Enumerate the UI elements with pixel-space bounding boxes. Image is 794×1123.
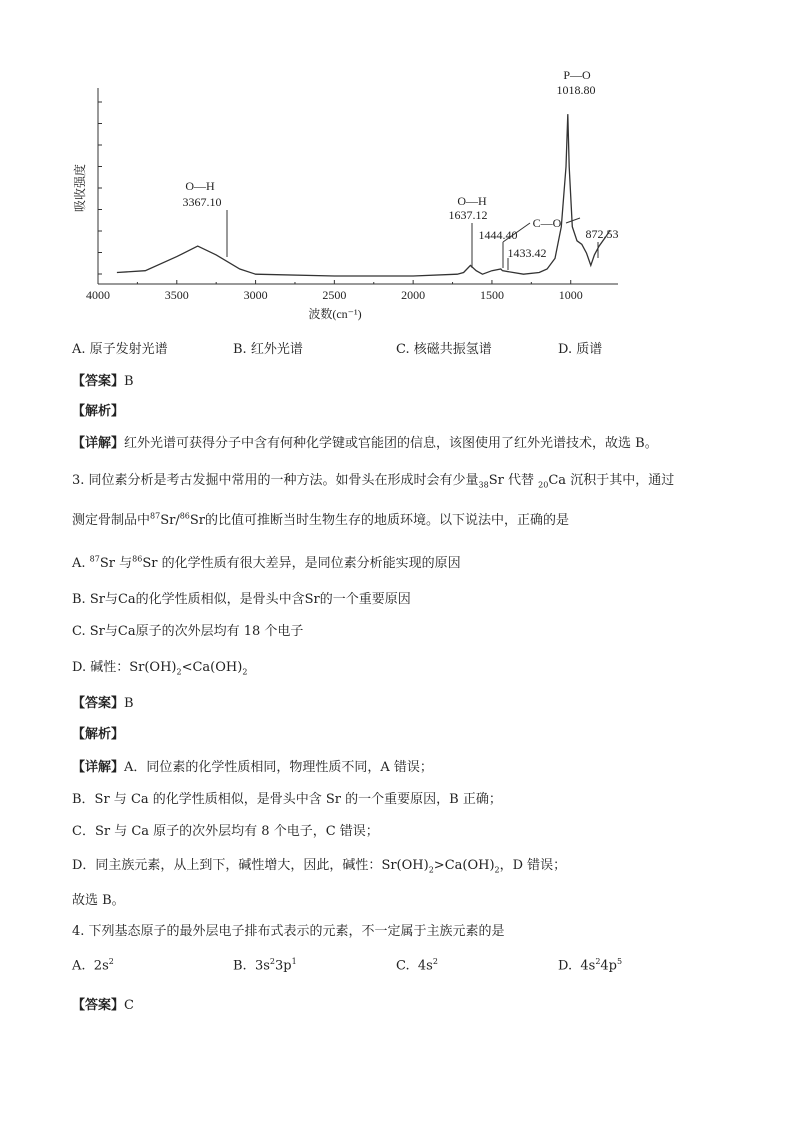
q3-answer: 【答案】B (72, 696, 134, 711)
q3-option-d: D. 碱性：$Sr(OH)_2<Ca(OH)_2$ (72, 660, 248, 677)
x-axis-label: 波数(cn⁻¹) (308, 307, 362, 321)
po-wavenumber-label: 1018.80 (556, 83, 596, 97)
oh-3367-wavenumber-label: 3367.10 (182, 195, 222, 209)
q2-option-d: D. 质谱 (558, 342, 603, 357)
x-tick-label: 2500 (322, 288, 347, 302)
x-tick-label: 4000 (86, 288, 110, 302)
peak-1433-label: 1433.42 (507, 246, 547, 260)
x-tick-label: 3500 (164, 288, 189, 302)
ir-spectrum-chart (0, 0, 794, 330)
q2-option-a: A. 原子发射光谱 (72, 342, 168, 357)
q4-option-b: B. $3s^23p^1$ (233, 957, 297, 974)
q3-option-c: C. Sr与Ca原子的次外层均有 18 个电子 (72, 624, 304, 639)
q3-analysis-heading: 【解析】 (72, 727, 125, 742)
q3-option-a: A. $^{87}$Sr 与$^{86}$Sr 的化学性质有很大差异，是同位素分析能实现的原因 (72, 554, 461, 571)
x-tick-label: 1500 (479, 288, 504, 302)
co-leader-right (566, 218, 580, 223)
q2-option-b: B. 红外光谱 (233, 342, 303, 357)
q3-detail-d: D．同主族元素，从上到下，碱性增大，因此，碱性：$Sr(OH)_2>Ca(OH)_2$，D 错误； (72, 858, 567, 875)
q3-detail-c: C．Sr 与 Ca 原子的次外层均有 8 个电子，C 错误； (72, 824, 379, 839)
q4-answer: 【答案】C (72, 998, 134, 1013)
q3-conclusion: 故选 B。 (72, 893, 125, 908)
x-tick-label: 1000 (558, 288, 583, 302)
q2-answer: 【答案】B (72, 374, 134, 389)
q3-stem-line1: 3. 同位素分析是考古发掘中常用的一种方法。如骨头在形成时会有少量$_{38}$Sr 代替 $_{20}$Ca 沉积于其中，通过 (72, 473, 675, 490)
x-tick-label: 2000 (401, 288, 426, 302)
oh-1637-group-label: O—H (457, 194, 487, 208)
y-axis-label: 吸收强度 (73, 163, 87, 213)
q2-analysis-heading: 【解析】 (72, 404, 125, 419)
q3-option-b: B. Sr与Ca的化学性质相似，是骨头中含Sr的一个重要原因 (72, 592, 411, 607)
q2-option-c: C. 核磁共振氢谱 (396, 342, 492, 357)
q4-option-a: A. $2s^2$ (72, 957, 114, 974)
q3-detail-a: 【详解】A．同位素的化学性质相同，物理性质不同，A 错误； (72, 760, 433, 775)
q3-stem-line2: 测定骨制品中$^{87}$Sr/$^{86}$Sr的比值可推断当时生物生存的地质环境。以下说法中，正确的是 (72, 511, 570, 528)
po-group-label: P—O (563, 68, 591, 82)
q4-stem: 4. 下列基态原子的最外层电子排布式表示的元素，不一定属于主族元素的是 (72, 924, 505, 939)
q4-option-d: D. $4s^24p^5$ (558, 957, 623, 974)
oh-3367-group-label: O—H (185, 179, 215, 193)
co-group-label: C—O (532, 216, 562, 230)
x-tick-label: 3000 (243, 288, 268, 302)
peak-1444-label: 1444.40 (478, 228, 518, 242)
oh-1637-wavenumber-label: 1637.12 (448, 208, 488, 222)
peak-872-label: 872.53 (585, 227, 619, 241)
q2-detail: 【详解】红外光谱可获得分子中含有何种化学键或官能团的信息，该图使用了红外光谱技术，故选 B。 (72, 436, 658, 451)
q3-detail-b: B．Sr 与 Ca 的化学性质相似，是骨头中含 Sr 的一个重要原因，B 正确； (72, 792, 502, 807)
q4-option-c: C. $4s^2$ (396, 957, 438, 974)
